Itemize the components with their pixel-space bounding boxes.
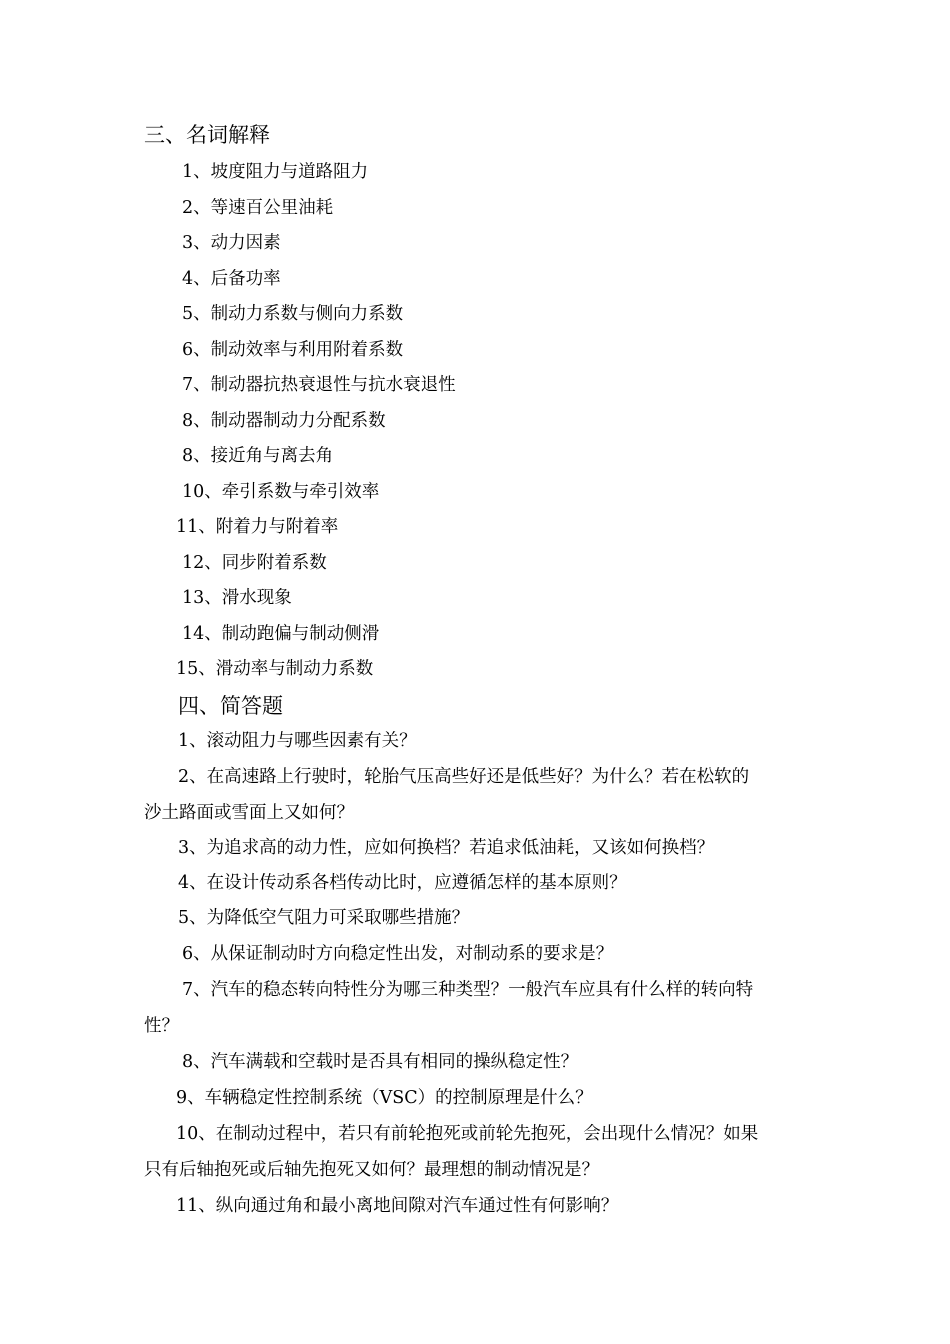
question-line: 1、滚动阻力与哪些因素有关？ [178,731,417,751]
term-item: 3、动力因素 [182,233,281,253]
term-item: 7、制动器抗热衰退性与抗水衰退性 [182,375,456,395]
section-heading-short-answer: 四、简答题 [178,694,283,718]
term-item: 15、滑动率与制动力系数 [176,659,374,679]
section-heading-terms: 三、名词解释 [144,123,270,147]
term-item: 8、接近角与离去角 [182,446,334,466]
question-line: 5、为降低空气阻力可采取哪些措施？ [178,908,470,928]
term-item: 13、滑水现象 [182,588,292,608]
question-line: 4、在设计传动系各档传动比时，应遵循怎样的基本原则？ [178,873,627,893]
question-line: 只有后轴抱死或后轴先抱死又如何？最理想的制动情况是？ [144,1160,599,1180]
question-line: 9、车辆稳定性控制系统（VSC）的控制原理是什么？ [176,1088,593,1108]
question-line: 性？ [144,1016,179,1036]
term-item: 14、制动跑偏与制动侧滑 [182,624,380,644]
term-item: 11、附着力与附着率 [176,517,339,537]
term-item: 4、后备功率 [182,269,281,289]
term-item: 12、同步附着系数 [182,553,327,573]
question-line: 3、为追求高的动力性，应如何换档？若追求低油耗，又该如何换档？ [178,838,715,858]
question-line: 6、从保证制动时方向稳定性出发，对制动系的要求是？ [182,944,614,964]
term-item: 1、坡度阻力与道路阻力 [182,162,369,182]
question-line: 7、汽车的稳态转向特性分为哪三种类型？一般汽车应具有什么样的转向特 [182,980,754,1000]
question-line: 10、在制动过程中，若只有前轮抱死或前轮先抱死，会出现什么情况？如果 [176,1124,759,1144]
question-line: 11、纵向通过角和最小离地间隙对汽车通过性有何影响？ [176,1196,619,1216]
term-item: 5、制动力系数与侧向力系数 [182,304,404,324]
question-line: 8、汽车满载和空载时是否具有相同的操纵稳定性？ [182,1052,579,1072]
question-line: 2、在高速路上行驶时，轮胎气压高些好还是低些好？为什么？若在松软的 [178,767,750,787]
term-item: 10、牵引系数与牵引效率 [182,482,380,502]
question-line: 沙土路面或雪面上又如何？ [144,803,354,823]
term-item: 6、制动效率与利用附着系数 [182,340,404,360]
term-item: 2、等速百公里油耗 [182,198,334,218]
term-item: 8、制动器制动力分配系数 [182,411,386,431]
